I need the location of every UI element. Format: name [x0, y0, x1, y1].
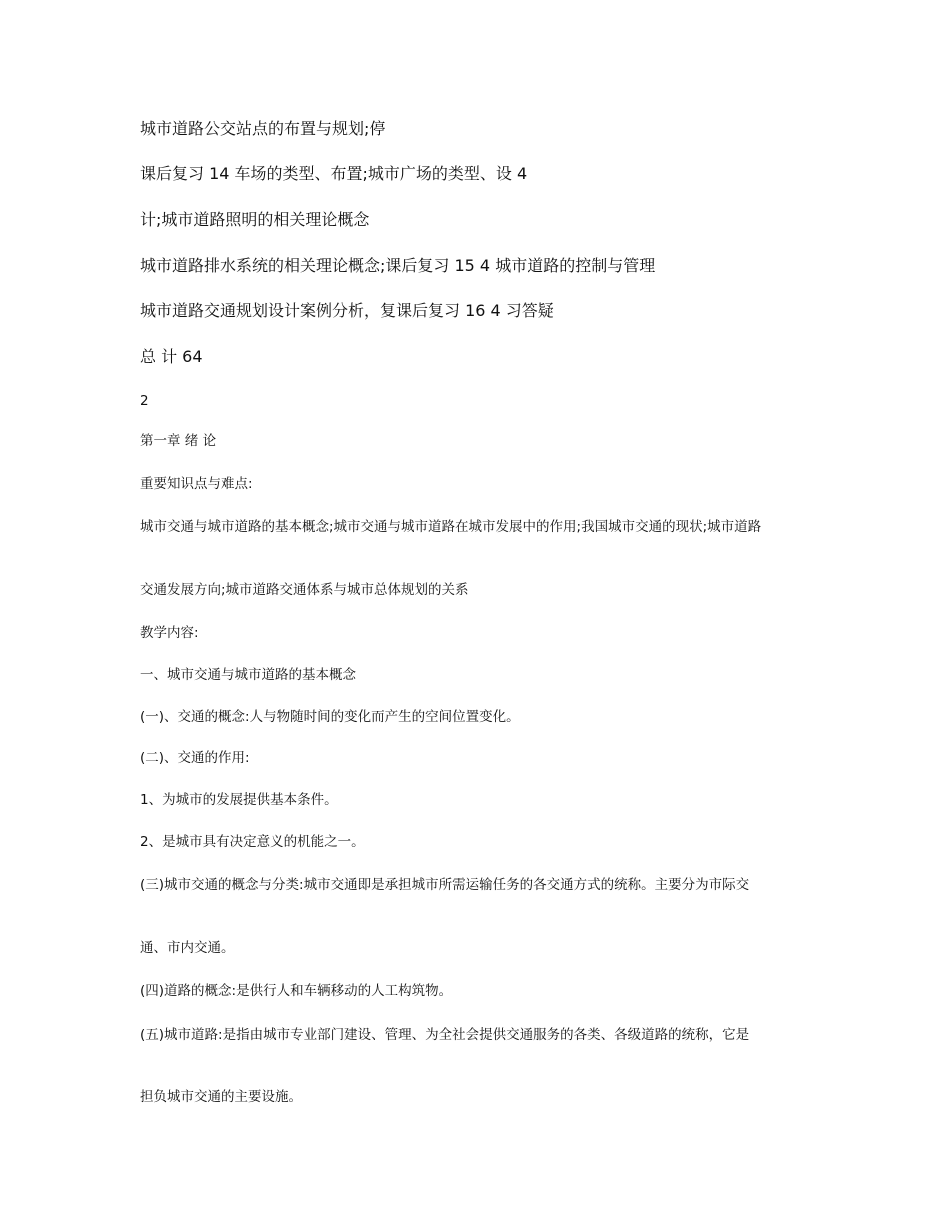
item-2-2: 2、是城市具有决定意义的机能之一。 — [140, 834, 365, 850]
chapter-title: 第一章 绪 论 — [140, 433, 217, 449]
section-1-title: 一、城市交通与城市道路的基本概念 — [140, 667, 356, 683]
key-points-heading: 重要知识点与难点: — [140, 476, 253, 492]
schedule-line-3: 计;城市道路照明的相关理论概念 — [140, 210, 370, 229]
item-1: (一)、交通的概念:人与物随时间的变化而产生的空间位置变化。 — [140, 709, 520, 725]
teaching-heading: 教学内容: — [140, 625, 199, 641]
schedule-line-2: 课后复习 14 车场的类型、布置;城市广场的类型、设 4 — [140, 164, 528, 183]
page-number: 2 — [140, 393, 149, 409]
item-4: (四)道路的概念:是供行人和车辆移动的人工构筑物。 — [140, 983, 453, 999]
item-3-paragraph-1: (三)城市交通的概念与分类:城市交通即是承担城市所需运输任务的各交通方式的统称。主要分为市际交 — [140, 877, 750, 893]
schedule-line-1: 城市道路公交站点的布置与规划;停 — [140, 119, 386, 138]
item-2: (二)、交通的作用: — [140, 750, 250, 766]
schedule-total: 总 计 64 — [140, 347, 203, 366]
schedule-line-5: 城市道路交通规划设计案例分析，复课后复习 16 4 习答疑 — [140, 301, 554, 320]
schedule-line-4: 城市道路排水系统的相关理论概念;课后复习 15 4 城市道路的控制与管理 — [140, 256, 656, 275]
key-points-paragraph-1: 城市交通与城市道路的基本概念;城市交通与城市道路在城市发展中的作用;我国城市交通的现状;城市道路 — [140, 519, 762, 535]
item-2-1: 1、为城市的发展提供基本条件。 — [140, 792, 338, 808]
item-5-paragraph-2: 担负城市交通的主要设施。 — [140, 1089, 302, 1105]
item-3-paragraph-2: 通、市内交通。 — [140, 940, 235, 956]
key-points-paragraph-2: 交通发展方向;城市道路交通体系与城市总体规划的关系 — [140, 582, 469, 598]
item-5-paragraph-1: (五)城市道路:是指由城市专业部门建设、管理、为全社会提供交通服务的各类、各级道路的统称，它是 — [140, 1027, 750, 1043]
